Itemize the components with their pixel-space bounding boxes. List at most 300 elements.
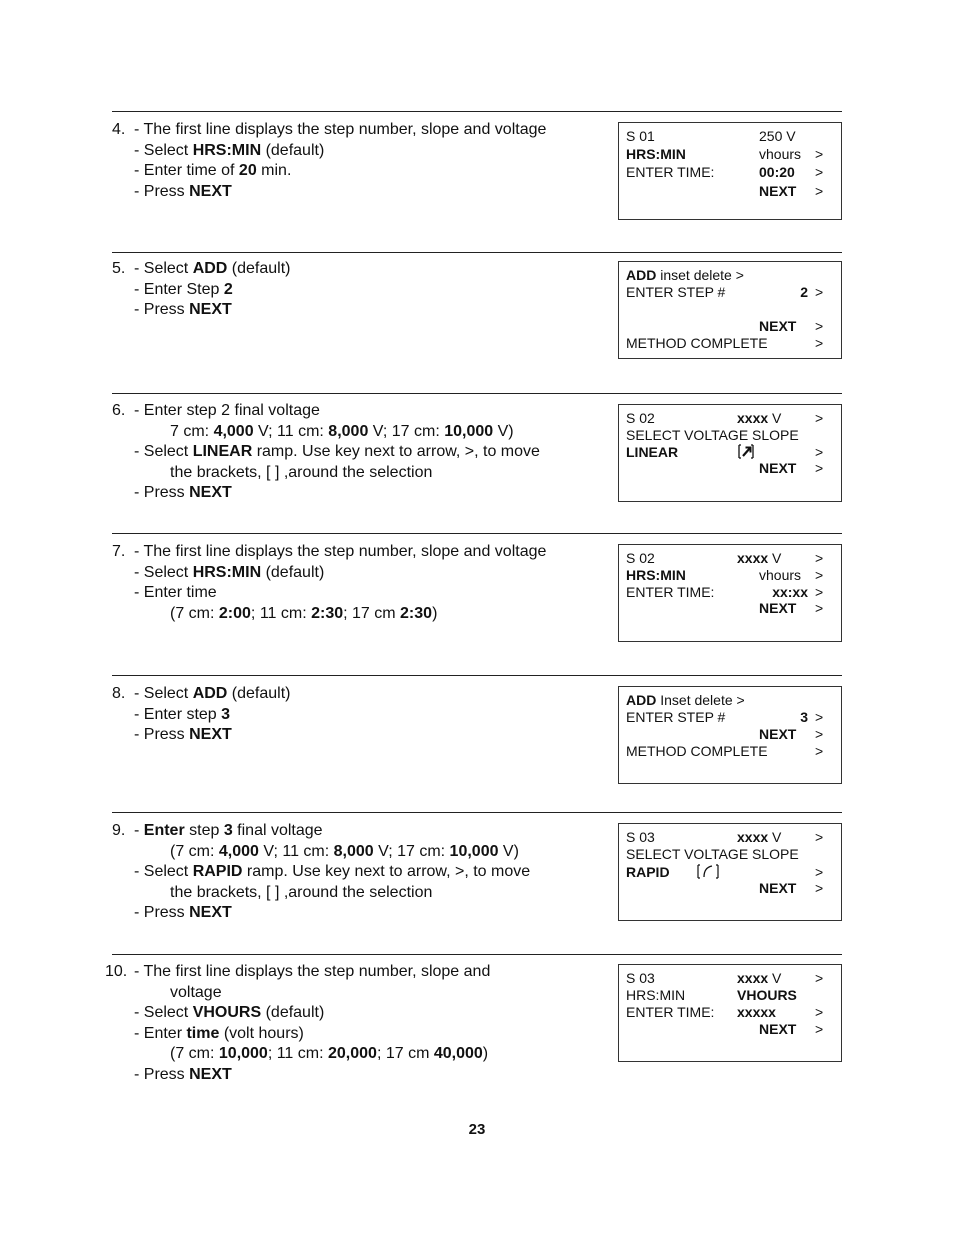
instruction-text <box>134 563 324 584</box>
display-row <box>626 743 841 760</box>
step-number: 9. <box>112 822 126 839</box>
bold-text: NEXT <box>189 484 232 502</box>
bold-text: 40,000 <box>433 1045 483 1063</box>
display-row <box>626 726 841 743</box>
bold-text: NEXT <box>759 183 797 199</box>
instruction-line <box>112 705 612 726</box>
display-label <box>626 284 725 301</box>
instruction-line <box>112 684 612 705</box>
bold-text: 10,000 <box>449 842 499 860</box>
text-run: final voltage <box>232 822 323 839</box>
text-run: (default) <box>261 563 325 581</box>
instruction-line <box>112 463 612 484</box>
text-run: voltage <box>170 983 222 1001</box>
display-row <box>626 829 841 846</box>
display-row <box>626 183 841 200</box>
display-row <box>626 460 841 477</box>
display-value <box>737 987 797 1004</box>
arrow-key-indicator: > <box>815 460 824 476</box>
display-value <box>759 1021 796 1038</box>
bold-text: 2 <box>800 284 808 300</box>
lcd-display <box>618 404 842 502</box>
text-run: - Select <box>134 260 193 277</box>
display-value <box>759 146 801 163</box>
text-run: - Enter <box>134 1024 187 1042</box>
instruction-text <box>134 705 230 726</box>
text-run: (default) <box>227 260 291 277</box>
lcd-display <box>618 261 842 359</box>
text-run: - The first line displays the step number, slope and <box>134 963 491 980</box>
bold-text: xxxx <box>737 829 769 845</box>
instruction-text <box>170 842 519 863</box>
display-value <box>759 600 796 617</box>
instruction-text <box>134 161 291 182</box>
display-value <box>737 829 781 846</box>
display-value <box>800 284 808 301</box>
display-label <box>626 584 714 601</box>
display-label <box>626 970 655 987</box>
section-divider <box>112 111 842 112</box>
section-divider <box>112 954 842 955</box>
text-run: - Press <box>134 301 190 319</box>
display-row <box>626 427 841 444</box>
instruction-text <box>134 259 291 280</box>
display-label <box>626 146 686 163</box>
display-label <box>626 128 655 145</box>
text-run: - Press <box>134 726 190 744</box>
instruction-line <box>112 1065 612 1086</box>
text-run: - Select <box>134 141 193 159</box>
instruction-text <box>134 725 232 746</box>
text-run: S 01 <box>626 128 655 144</box>
text-run: V) <box>498 842 519 860</box>
bold-text: Enter <box>143 822 185 839</box>
display-label <box>626 1004 714 1021</box>
instruction-text <box>134 684 291 705</box>
bold-text: ADD <box>192 685 228 702</box>
text-run: - Select <box>134 563 193 581</box>
bold-text: 10,000 <box>444 422 494 440</box>
step-instructions <box>112 259 612 321</box>
arrow-key-indicator: > <box>815 146 824 162</box>
text-run: (default) <box>261 1004 325 1022</box>
bold-text: 2 <box>223 280 233 298</box>
section-divider <box>112 393 842 394</box>
bold-text: xx:xx <box>772 584 808 600</box>
instruction-line <box>112 259 612 280</box>
display-label <box>626 846 799 863</box>
instruction-line <box>112 842 612 863</box>
step-number: 7. <box>112 543 126 560</box>
text-run: (7 cm: <box>170 604 219 622</box>
arrow-key-indicator: > <box>815 567 824 583</box>
bold-text: 3 <box>221 705 231 723</box>
bold-text: NEXT <box>189 301 232 319</box>
bold-text: 2:00 <box>218 604 251 622</box>
text-run: Inset delete > <box>656 692 745 708</box>
display-label <box>626 567 686 584</box>
display-row <box>626 567 841 584</box>
bold-text: NEXT <box>189 1065 232 1083</box>
display-value <box>759 183 796 200</box>
lcd-display <box>618 686 842 784</box>
display-value <box>759 567 801 584</box>
display-row <box>626 880 841 897</box>
text-run: - Enter step <box>134 705 222 723</box>
display-label <box>626 692 745 709</box>
display-row <box>626 335 841 352</box>
text-run: V; 11 cm: <box>258 842 334 860</box>
step-instructions <box>105 962 612 1086</box>
page-number: 23 <box>468 1121 486 1138</box>
instruction-line <box>112 862 612 883</box>
bold-text: NEXT <box>189 726 232 744</box>
instruction-line <box>112 1044 612 1065</box>
text-run: min. <box>256 162 292 180</box>
instruction-text <box>134 583 217 604</box>
instruction-text <box>170 604 437 625</box>
bold-text: VHOURS <box>192 1004 262 1022</box>
arrow-key-indicator: > <box>815 550 824 566</box>
text-run: ENTER STEP # <box>626 709 726 725</box>
text-run: V <box>768 970 782 986</box>
text-run: V) <box>493 422 514 440</box>
display-label <box>626 427 799 444</box>
text-run: HRS:MIN <box>626 987 686 1003</box>
text-run: ramp. Use key next to arrow, >, to move <box>242 863 531 881</box>
display-row <box>626 970 841 987</box>
bold-text: NEXT <box>759 460 797 476</box>
display-row <box>626 301 841 318</box>
section-divider <box>112 252 842 253</box>
display-value <box>737 410 781 427</box>
instruction-line <box>112 542 612 563</box>
text-run: vhours <box>759 567 802 583</box>
bold-text: ADD <box>626 267 657 283</box>
instruction-text <box>170 883 432 904</box>
display-row <box>626 1021 841 1038</box>
text-run: V <box>768 550 782 566</box>
bold-text: 10,000 <box>218 1045 268 1063</box>
display-label <box>626 444 678 461</box>
bold-text: NEXT <box>759 1021 797 1037</box>
display-value <box>759 318 796 335</box>
bold-text: RAPID <box>192 863 243 881</box>
arrow-key-indicator: > <box>815 444 824 460</box>
text-run: the brackets, [ ] ,around the selection <box>170 883 433 901</box>
instruction-text <box>134 1003 324 1024</box>
bold-text: NEXT <box>189 904 232 922</box>
display-value <box>737 550 781 567</box>
instruction-text <box>134 862 530 883</box>
display-row <box>626 267 841 284</box>
text-run: - Press <box>134 1065 190 1083</box>
display-label <box>626 743 768 760</box>
text-run: S 02 <box>626 410 655 426</box>
instruction-line <box>112 401 612 422</box>
display-label <box>626 709 725 726</box>
instruction-line <box>112 161 612 182</box>
arrow-key-indicator: > <box>815 284 824 300</box>
display-label <box>626 267 744 284</box>
text-run: ; 11 cm: <box>267 1045 328 1063</box>
text-run: V <box>768 829 782 845</box>
display-value <box>759 460 796 477</box>
text-run: SELECT VOLTAGE SLOPE <box>626 846 799 862</box>
bold-text: 3 <box>223 822 233 839</box>
text-run: vhours <box>759 146 802 162</box>
lcd-display <box>618 964 842 1062</box>
arrow-key-indicator: > <box>815 1021 824 1037</box>
section-divider <box>112 533 842 534</box>
text-run: V; 11 cm: <box>253 422 329 440</box>
instruction-line <box>112 1003 612 1024</box>
text-run: ENTER TIME: <box>626 584 715 600</box>
instruction-text <box>134 182 232 203</box>
instruction-line <box>112 583 612 604</box>
instruction-line <box>112 141 612 162</box>
lcd-display <box>618 122 842 220</box>
display-row <box>626 1004 841 1021</box>
instruction-line <box>112 120 612 141</box>
instruction-text <box>134 280 233 301</box>
instruction-text <box>134 483 232 504</box>
instruction-text <box>134 542 546 563</box>
display-row <box>626 128 841 145</box>
text-run: - Press <box>134 904 190 922</box>
text-run: - Select <box>134 863 193 881</box>
text-run: (7 cm: <box>170 1045 219 1063</box>
bold-text: xxxxx <box>737 1004 776 1020</box>
text-run: ) <box>432 604 438 622</box>
display-row <box>626 864 841 881</box>
instruction-line <box>112 883 612 904</box>
step-instructions <box>112 120 612 202</box>
display-row <box>626 410 841 427</box>
instruction-text <box>134 821 323 842</box>
text-run: - Enter time of <box>134 162 239 180</box>
bold-text: HRS:MIN <box>192 563 262 581</box>
display-label <box>626 410 655 427</box>
display-label <box>626 987 685 1004</box>
bold-text: xxxx <box>737 550 769 566</box>
instruction-line <box>112 483 612 504</box>
step-instructions <box>112 684 612 746</box>
display-row <box>626 846 841 863</box>
instruction-text <box>134 442 540 463</box>
text-run: S 03 <box>626 829 655 845</box>
text-run: V <box>768 410 782 426</box>
display-label <box>626 864 670 881</box>
display-label <box>626 164 714 181</box>
instruction-text <box>134 962 490 983</box>
text-run: - <box>134 822 144 839</box>
text-run: SELECT VOLTAGE SLOPE <box>626 427 799 443</box>
instruction-text <box>170 422 514 443</box>
text-run: ; 17 cm <box>343 604 401 622</box>
bold-text: HRS:MIN <box>192 141 262 159</box>
instruction-text <box>134 300 232 321</box>
text-run: - Enter Step <box>134 280 224 298</box>
bold-text: LINEAR <box>626 444 679 460</box>
bold-text: HRS:MIN <box>626 567 686 583</box>
text-run: - Select <box>134 443 193 461</box>
step-number: 10. <box>105 963 128 980</box>
instruction-line <box>112 1024 612 1045</box>
instruction-line <box>112 563 612 584</box>
display-value <box>800 709 808 726</box>
bold-text: 2:30 <box>311 604 344 622</box>
arrow-key-indicator: > <box>815 880 824 896</box>
text-run: METHOD COMPLETE <box>626 743 768 759</box>
lcd-display <box>618 544 842 642</box>
bold-text: NEXT <box>759 600 797 616</box>
arrow-key-indicator: > <box>815 970 824 986</box>
bold-text: 20,000 <box>328 1045 377 1063</box>
text-run: 250 V <box>759 128 796 144</box>
bold-text: xxxx <box>737 410 769 426</box>
text-run: S 03 <box>626 970 655 986</box>
text-run: ; 11 cm: <box>250 604 312 622</box>
instruction-line <box>105 962 612 983</box>
display-row <box>626 584 841 601</box>
display-label <box>626 335 768 352</box>
arrow-key-indicator: > <box>815 335 824 351</box>
instruction-text <box>170 1044 488 1065</box>
text-run: - The first line displays the step number, slope and voltage <box>134 543 547 560</box>
arrow-key-indicator: > <box>815 829 824 845</box>
instruction-text <box>134 1065 232 1086</box>
section-divider <box>112 675 842 676</box>
bold-text: 00:20 <box>759 164 795 180</box>
text-run: - Select <box>134 685 193 702</box>
text-run: - The first line displays the step number, slope and voltage <box>134 121 547 138</box>
bold-text: 20 <box>238 162 257 180</box>
display-value <box>737 970 781 987</box>
arrow-key-indicator: > <box>815 743 824 759</box>
text-run: METHOD COMPLETE <box>626 335 768 351</box>
arrow-key-indicator: > <box>815 726 824 742</box>
display-value <box>759 880 796 897</box>
bold-text: 4,000 <box>218 842 259 860</box>
instruction-line <box>112 300 612 321</box>
instruction-line <box>112 442 612 463</box>
text-run: - Press <box>134 182 190 200</box>
lcd-display <box>618 823 842 921</box>
display-value <box>759 726 796 743</box>
bold-text: 3 <box>800 709 808 725</box>
text-run: V; 17 cm: <box>373 842 450 860</box>
display-row <box>626 146 841 163</box>
display-row <box>626 550 841 567</box>
bold-text: RAPID <box>626 864 670 880</box>
bold-text: time <box>186 1024 220 1042</box>
bold-text: 2:30 <box>400 604 433 622</box>
step-number: 8. <box>112 685 126 702</box>
display-row <box>626 600 841 617</box>
text-run: V; 17 cm: <box>368 422 445 440</box>
text-run: ramp. Use key next to arrow, >, to move <box>252 443 540 461</box>
bold-text: 4,000 <box>213 422 254 440</box>
instruction-text <box>170 463 432 484</box>
step-number: 6. <box>112 402 126 419</box>
step-instructions <box>112 542 612 624</box>
step-instructions <box>112 821 612 924</box>
text-run: - Select <box>134 1004 193 1022</box>
instruction-text <box>134 1024 304 1045</box>
text-run: ENTER TIME: <box>626 1004 715 1020</box>
text-run: - Enter step 2 final voltage <box>134 402 320 419</box>
text-run: (default) <box>227 685 291 702</box>
text-run: ENTER TIME: <box>626 164 715 180</box>
arrow-key-indicator: > <box>815 600 824 616</box>
display-row <box>626 987 841 1004</box>
step-instructions <box>112 401 612 504</box>
bold-text: NEXT <box>189 182 232 200</box>
display-label <box>626 829 655 846</box>
text-run: the brackets, [ ] ,around the selection <box>170 463 433 481</box>
text-run: inset delete > <box>656 267 744 283</box>
display-label <box>626 550 655 567</box>
instruction-line <box>112 422 612 443</box>
text-run: (volt hours) <box>219 1024 304 1042</box>
text-run: ; 17 cm <box>376 1045 434 1063</box>
bold-text: ADD <box>192 260 228 277</box>
display-row <box>626 692 841 709</box>
instruction-text <box>134 401 320 422</box>
display-value <box>772 584 808 601</box>
text-run: (default) <box>261 141 325 159</box>
display-row <box>626 284 841 301</box>
instruction-line <box>112 903 612 924</box>
arrow-key-indicator: > <box>815 864 824 880</box>
instruction-text <box>134 141 324 162</box>
text-run: - Press <box>134 484 190 502</box>
instruction-line <box>112 983 612 1004</box>
instruction-text <box>134 120 546 141</box>
display-row <box>626 318 841 335</box>
instruction-line <box>112 604 612 625</box>
instruction-line <box>112 725 612 746</box>
bold-text: xxxx <box>737 970 769 986</box>
arrow-key-indicator: > <box>815 410 824 426</box>
display-row <box>626 444 841 461</box>
bold-text: NEXT <box>759 318 797 334</box>
arrow-key-indicator: > <box>815 709 824 725</box>
display-value <box>759 164 795 181</box>
arrow-key-indicator: > <box>815 318 824 334</box>
section-divider <box>112 812 842 813</box>
bold-text: ADD <box>626 692 657 708</box>
instruction-line <box>112 182 612 203</box>
arrow-key-indicator: > <box>815 183 824 199</box>
bold-text: LINEAR <box>192 443 253 461</box>
bold-text: HRS:MIN <box>626 146 686 162</box>
display-row <box>626 709 841 726</box>
instruction-line <box>112 280 612 301</box>
step-number: 5. <box>112 260 126 277</box>
text-run: ) <box>482 1045 489 1063</box>
display-row <box>626 164 841 181</box>
arrow-key-indicator: > <box>815 584 824 600</box>
bold-text: NEXT <box>759 880 797 896</box>
instruction-text <box>170 983 222 1004</box>
arrow-key-indicator: > <box>815 1004 824 1020</box>
text-run: - Enter time <box>134 584 217 602</box>
step-number: 4. <box>112 121 126 138</box>
display-value <box>759 128 796 145</box>
bold-text: 8,000 <box>328 422 369 440</box>
